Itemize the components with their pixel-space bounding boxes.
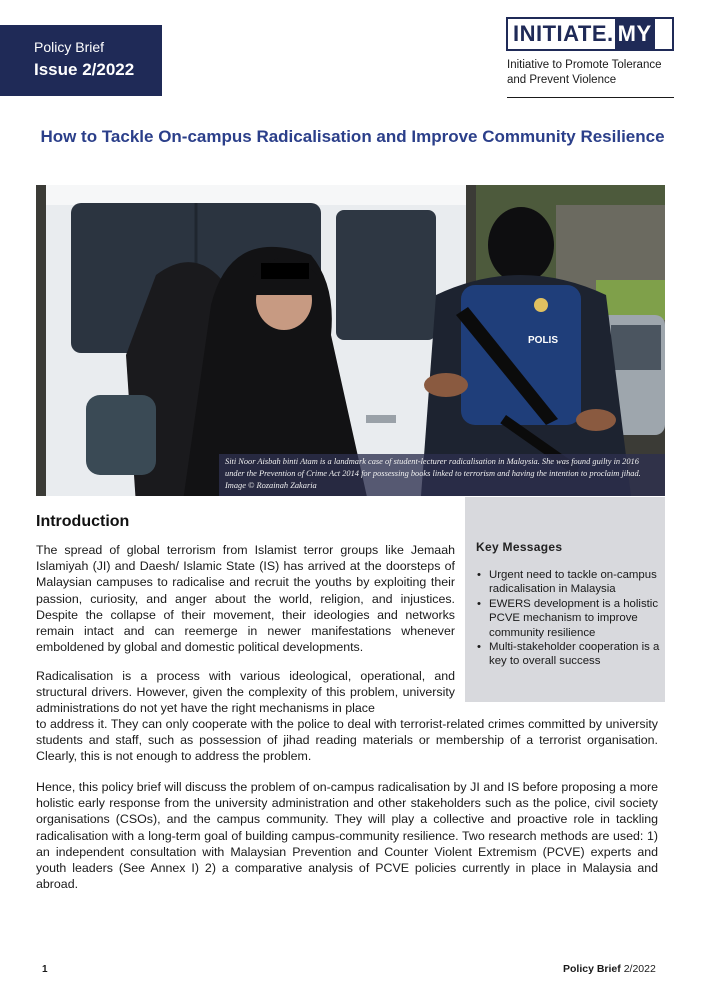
footer-brief-label: Policy Brief: [563, 963, 621, 975]
key-message-item: • Multi-stakeholder cooperation is a key to overall success: [476, 640, 661, 669]
logo-main-text: INITIATE: [513, 21, 608, 46]
header-divider: [507, 97, 674, 98]
introduction-heading: Introduction: [36, 513, 130, 530]
key-message-item: • Urgent need to tackle on-campus radicalisation in Malaysia: [476, 568, 661, 597]
logo: [506, 17, 676, 51]
badge-issue: Issue 2/2022: [34, 60, 135, 79]
page-title: How to Tackle On-campus Radicalisation and Improve Community Resilience: [40, 127, 665, 146]
footer-brief: [563, 963, 656, 975]
issue-badge: [0, 25, 162, 96]
logo-wordmark: [506, 17, 674, 51]
tagline-line-1: Initiative to Promote Tolerance: [507, 59, 662, 71]
intro-paragraph-1: The spread of global terrorism from Islamist terror groups like Jemaah Islamiyah (JI) and Daesh/ Islamic State (IS) has arrived at the doorsteps of Malaysian campuses to radicalise and recruit the youths by exploiting their passion, curiosity, and anger about the world, religion, and injustices. Despite the collapse of their movement, their ideologies and networks remain intact and can reemerge in newer manifestations whenever emboldened by global and domestic political developments.: [36, 543, 455, 655]
logo-my: MY: [615, 19, 655, 49]
tagline-line-2: and Prevent Violence: [507, 74, 617, 86]
logo-tagline: [507, 58, 677, 88]
intro-paragraph-2a: Radicalisation is a process with various ideological, operational, and structural drivers. However, given the complexity of this problem, university administrations do not yet have the right mechanisms in place: [36, 669, 455, 716]
key-messages-box: [465, 497, 665, 702]
intro-paragraph-3: Hence, this policy brief will discuss the problem of on-campus radicalisation by JI and IS before proposing a more holistic early response from the university administration and other stakeholders such as the police, civil society organisations (CSOs), and the campus community. They will play a collective and proactive role in tackling radicalisation with a long-term goal of building campus-community resilience. Two research methods are used: 1) an independent consultation with Malaysian Prevention and Counter Violent Extremism (PCVE) experts and youth leaders (See Annex I) 2) a comparative analysis of PCVE policies currently in place in Malaysia and abroad.: [36, 780, 658, 892]
footer-issue: 2/2022: [623, 963, 656, 975]
page-number: 1: [42, 964, 48, 975]
key-message-item: • EWERS development is a holistic PCVE mechanism to improve community resilience: [476, 597, 661, 640]
photo-caption: Siti Noor Aisbah binti Atam is a landmark case of student-lecturer radicalisation in Malaysia. She was found guilty in 2016 under the Prevention of Crime Act 2014 for possessing books linked to terrorism and having the intention to proclaim jihad. Image © Rozainah Zakaria: [219, 454, 665, 496]
photo-illustration: [36, 185, 665, 496]
intro-paragraph-2b: to address it. They can only cooperate with the police to deal with terrorist-related crimes committed by university students and staff, such as possession of jihad reading materials or membership of a terrorist organisation. Clearly, this is not enough to address the problem.: [36, 717, 658, 764]
key-messages-list: [476, 568, 661, 669]
cover-photo: [36, 185, 665, 496]
logo-dot: .: [607, 21, 614, 46]
vest-label: POLIS: [528, 335, 559, 346]
badge-label: Policy Brief: [34, 39, 105, 55]
key-messages-heading: Key Messages: [476, 540, 563, 554]
